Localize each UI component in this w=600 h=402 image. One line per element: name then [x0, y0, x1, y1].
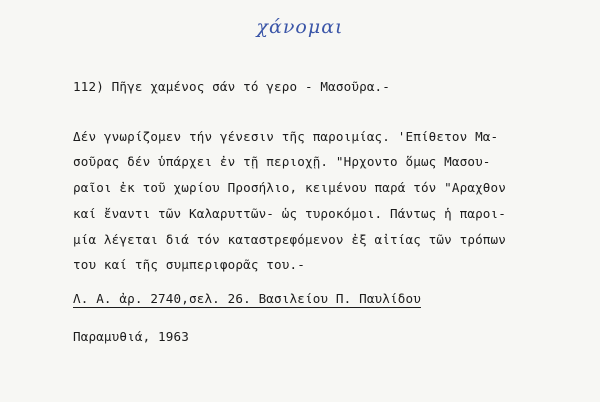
explanation-line: μία λέγεται διά τόν καταστρεφόμενον ἐξ αἰτίας τῶν τρόπων — [73, 232, 506, 247]
explanation-line: του καί τῆς συμπεριφορᾶς του.- — [73, 257, 305, 272]
source-reference: Λ. Α. ἀρ. 2740,σελ. 26. Βασιλείου Π. Παυλίδου — [73, 291, 421, 306]
handwritten-heading: χάνομαι — [256, 16, 344, 38]
place-and-date: Παραμυθιά, 1963 — [73, 329, 189, 344]
explanation-line: σοῦρας δέν ὑπάρχει ἐν τῇ περιοχῇ. "Ηρχοντο ὅμως Μασου- — [73, 154, 491, 169]
proverb-entry: 112) Πῆγε χαμένος σάν τό γερο - Μασοῦρα.- — [73, 79, 391, 94]
explanation-line: ραῖοι ἐκ τοῦ χωρίου Προσήλιο, κειμένου παρά τόν "Αραχθον — [73, 180, 506, 195]
explanation-line: καί ἔναντι τῶν Καλαρυττῶν- ὡς τυροκόμοι. Πάντως ἡ παροι- — [73, 206, 506, 221]
explanation-line: Δέν γνωρίζομεν τήν γένεσιν τῆς παροιμίας. 'Επίθετον Μα- — [73, 129, 499, 144]
